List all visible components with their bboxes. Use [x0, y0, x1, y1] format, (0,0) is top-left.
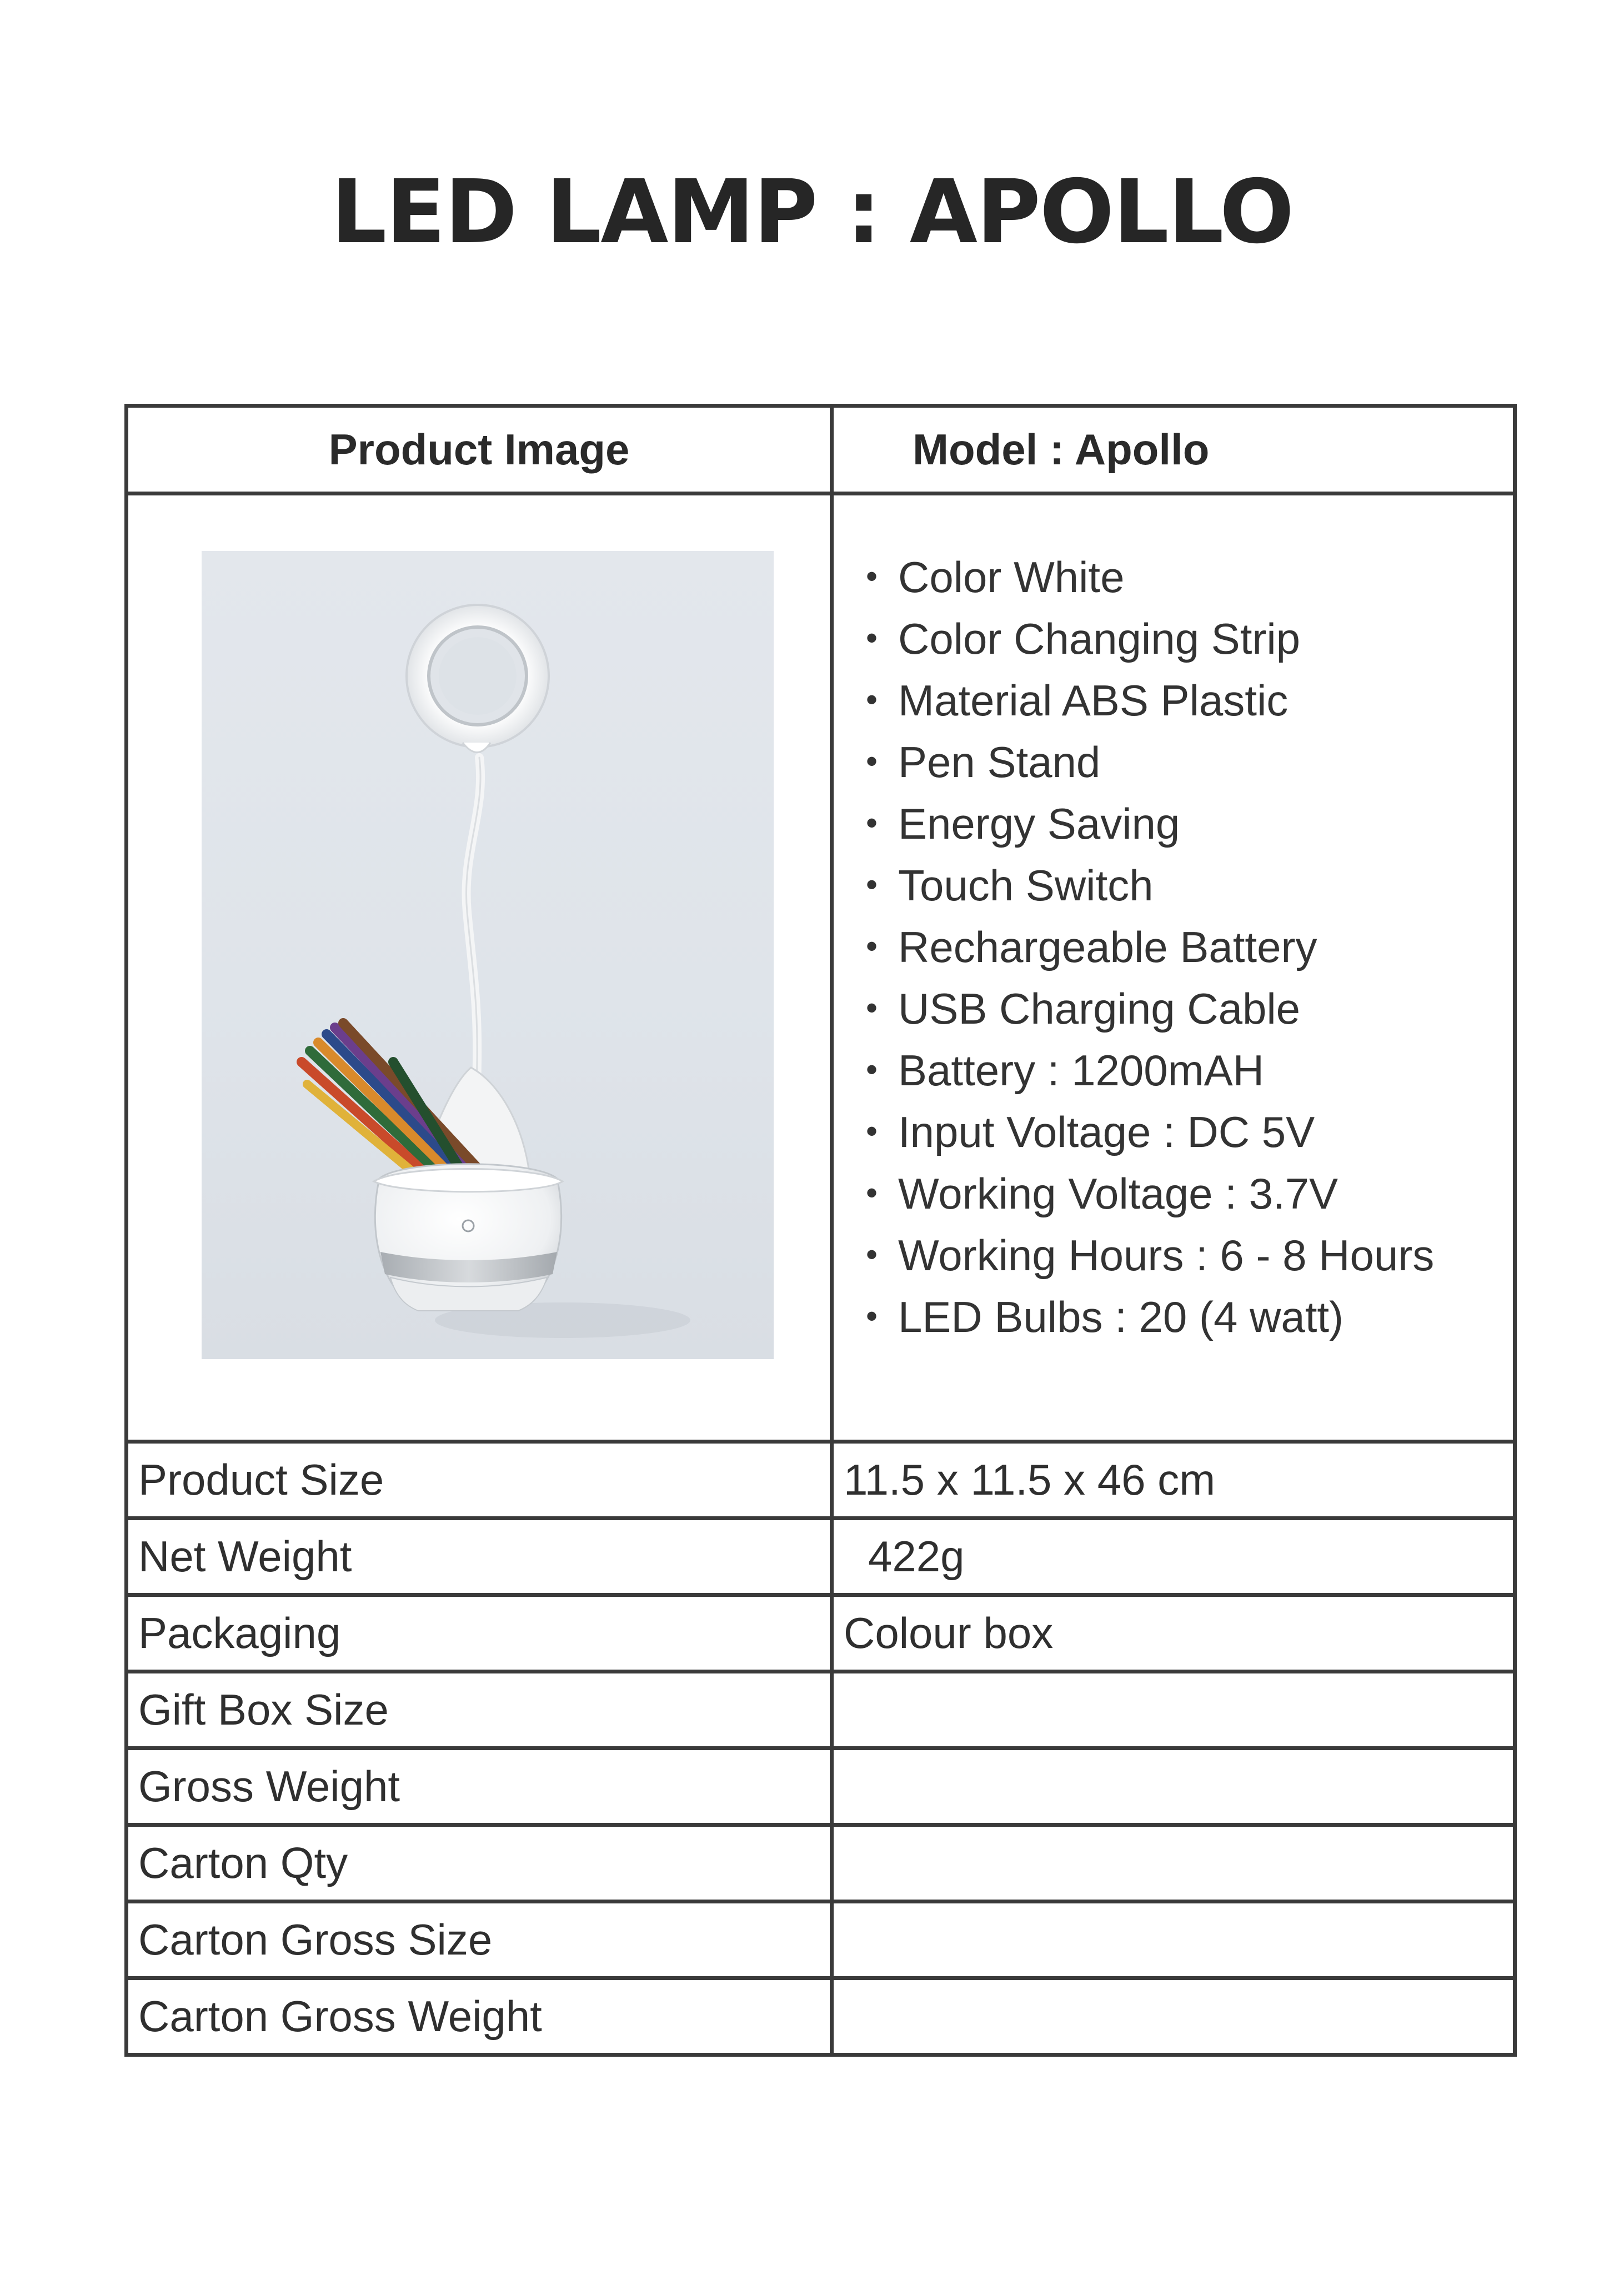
feature-item: [866, 916, 1434, 978]
row-value-net-weight: 422g: [832, 1519, 1515, 1595]
features-cell: [832, 494, 1515, 1442]
feature-text: Material ABS Plastic: [898, 676, 1289, 725]
row-label-product-size: Product Size: [127, 1442, 832, 1519]
row-label-gift-box-size: Gift Box Size: [127, 1672, 832, 1748]
feature-item: [866, 1225, 1434, 1286]
page-title: LED LAMP : APOLLO: [330, 161, 1294, 263]
bullet-icon: •: [866, 866, 878, 903]
table-header-row: [127, 406, 1515, 494]
row-value-carton-qty: [832, 1825, 1515, 1902]
feature-item: [866, 731, 1434, 793]
bullet-icon: •: [866, 1236, 878, 1273]
row-label-net-weight: Net Weight: [127, 1519, 832, 1595]
product-image-header: Product Image: [127, 406, 832, 494]
feature-item: [866, 547, 1434, 608]
feature-item: [866, 1163, 1434, 1225]
bullet-icon: •: [866, 1113, 878, 1150]
bullet-icon: •: [866, 1174, 878, 1211]
row-value-gift-box-size: [832, 1672, 1515, 1748]
row-label-packaging: Packaging: [127, 1595, 832, 1672]
feature-text: Color White: [898, 553, 1125, 602]
feature-item: [866, 670, 1434, 731]
bullet-icon: •: [866, 804, 878, 841]
row-label-carton-gross-weight: Carton Gross Weight: [127, 1978, 832, 2055]
row-value-carton-gross-weight: [832, 1978, 1515, 2055]
feature-text: Working Hours : 6 - 8 Hours: [898, 1231, 1435, 1280]
table-row: [127, 1825, 1515, 1902]
feature-item: [866, 1040, 1434, 1101]
image-feature-row: [127, 494, 1515, 1442]
bullet-icon: •: [866, 558, 878, 595]
feature-text: Touch Switch: [898, 861, 1154, 910]
feature-text: Battery : 1200mAH: [898, 1046, 1264, 1095]
row-value-gross-weight: [832, 1748, 1515, 1825]
spec-table: [124, 404, 1517, 2057]
feature-item: [866, 793, 1434, 855]
bullet-icon: •: [866, 619, 878, 657]
table-row: [127, 1595, 1515, 1672]
feature-text: Rechargeable Battery: [898, 923, 1317, 971]
feature-text: Working Voltage : 3.7V: [898, 1169, 1339, 1218]
row-label-carton-qty: Carton Qty: [127, 1825, 832, 1902]
feature-item: [866, 608, 1434, 670]
table-row: [127, 1672, 1515, 1748]
product-photo: [202, 551, 774, 1359]
row-value-carton-gross-size: [832, 1902, 1515, 1978]
row-value-packaging: Colour box: [832, 1595, 1515, 1672]
feature-text: Energy Saving: [898, 799, 1180, 848]
product-image-cell: [127, 494, 832, 1442]
feature-text: USB Charging Cable: [898, 984, 1301, 1033]
feature-text: LED Bulbs : 20 (4 watt): [898, 1292, 1344, 1341]
row-label-carton-gross-size: Carton Gross Size: [127, 1902, 832, 1978]
feature-text: Input Voltage : DC 5V: [898, 1108, 1315, 1156]
bullet-icon: •: [866, 989, 878, 1026]
feature-item: [866, 1286, 1434, 1348]
lamp-head: [407, 605, 549, 753]
bullet-icon: •: [866, 928, 878, 965]
feature-list: [866, 547, 1434, 1348]
row-value-product-size: 11.5 x 11.5 x 46 cm: [832, 1442, 1515, 1519]
bullet-icon: •: [866, 681, 878, 718]
bullet-icon: •: [866, 1051, 878, 1088]
table-row: [127, 1978, 1515, 2055]
feature-item: [866, 855, 1434, 916]
bullet-icon: •: [866, 743, 878, 780]
model-header: Model : Apollo: [832, 406, 1515, 494]
feature-text: Color Changing Strip: [898, 614, 1301, 663]
table-row: [127, 1442, 1515, 1519]
feature-text: Pen Stand: [898, 738, 1101, 786]
table-row: [127, 1519, 1515, 1595]
bullet-icon: •: [866, 1297, 878, 1335]
feature-item: [866, 978, 1434, 1040]
row-label-gross-weight: Gross Weight: [127, 1748, 832, 1825]
feature-item: [866, 1101, 1434, 1163]
table-row: [127, 1748, 1515, 1825]
table-row: [127, 1902, 1515, 1978]
